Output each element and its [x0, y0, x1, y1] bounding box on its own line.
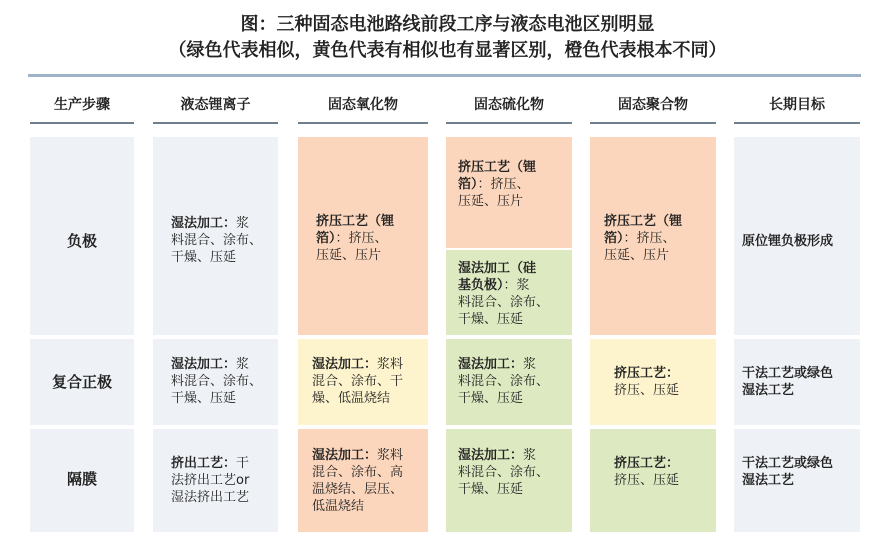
cell-anode-sulfide-top: 挤压工艺（锂 箔）：挤压、 压延、压片 [446, 137, 572, 248]
header-liquid: 液态锂离子 [180, 97, 251, 113]
cell-separator-goal: 干法工艺或绿色 湿法工艺 [734, 429, 860, 532]
header-step: 生产步骤 [54, 97, 110, 113]
chart-subtitle: （绿色代表相似，黄色代表有相似也有显著区别，橙色代表根本不同） [168, 40, 727, 61]
cell-separator-oxide: 湿法加工：浆料 混合、涂布、高 温烧结、层压、 低温烧结 [298, 429, 428, 532]
cell-anode-polymer: 挤压工艺（锂 箔）：挤压、 压延、压片 [590, 137, 716, 335]
header-underline [153, 122, 278, 124]
cell-anode-liquid: 湿法加工：浆 料混合、涂布、 干燥、压延 [153, 137, 278, 335]
cell-cathode-goal: 干法工艺或绿色 湿法工艺 [734, 339, 860, 425]
cell-cathode-sulfide: 湿法加工：浆 料混合、涂布、 干燥、压延 [446, 339, 572, 425]
cell-separator-liquid: 挤出工艺：干 法挤出工艺or 湿法挤出工艺 [153, 429, 278, 532]
chart-title: 图：三种固态电池路线前段工序与液态电池区别明显 [240, 14, 655, 35]
cell-cathode-oxide: 湿法加工：浆料 混合、涂布、干 燥、低温烧结 [298, 339, 428, 425]
cell-anode-sulfide-bottom: 湿法加工（硅 基负极）：浆 料混合、涂布、 干燥、压延 [446, 250, 572, 335]
cell-anode-oxide: 挤压工艺（锂 箔）：挤压、 压延、压片 [298, 137, 428, 335]
cell-anode-goal: 原位锂负极形成 [734, 137, 860, 335]
header-polymer: 固态聚合物 [618, 97, 688, 113]
header-underline [30, 122, 134, 124]
header-underline [734, 122, 860, 124]
header-sulfide: 固态硫化物 [474, 97, 544, 113]
cell-cathode-polymer: 挤压工艺： 挤压、压延 [590, 339, 716, 425]
header-oxide: 固态氧化物 [328, 97, 398, 113]
cell-separator-polymer: 挤压工艺： 挤压、压延 [590, 429, 716, 532]
header-underline [298, 122, 428, 124]
row-label-anode: 负极 [66, 232, 97, 250]
header-underline [590, 122, 716, 124]
row-label-separator: 隔膜 [66, 470, 97, 488]
cell-cathode-liquid: 湿法加工：浆 料混合、涂布、 干燥、压延 [153, 339, 278, 425]
title-divider [28, 74, 861, 77]
header-underline [446, 122, 572, 124]
cell-separator-sulfide: 湿法加工：浆 料混合、涂布、 干燥、压延 [446, 429, 572, 532]
header-goal: 长期目标 [769, 97, 825, 113]
row-label-cathode: 复合正极 [51, 373, 112, 391]
